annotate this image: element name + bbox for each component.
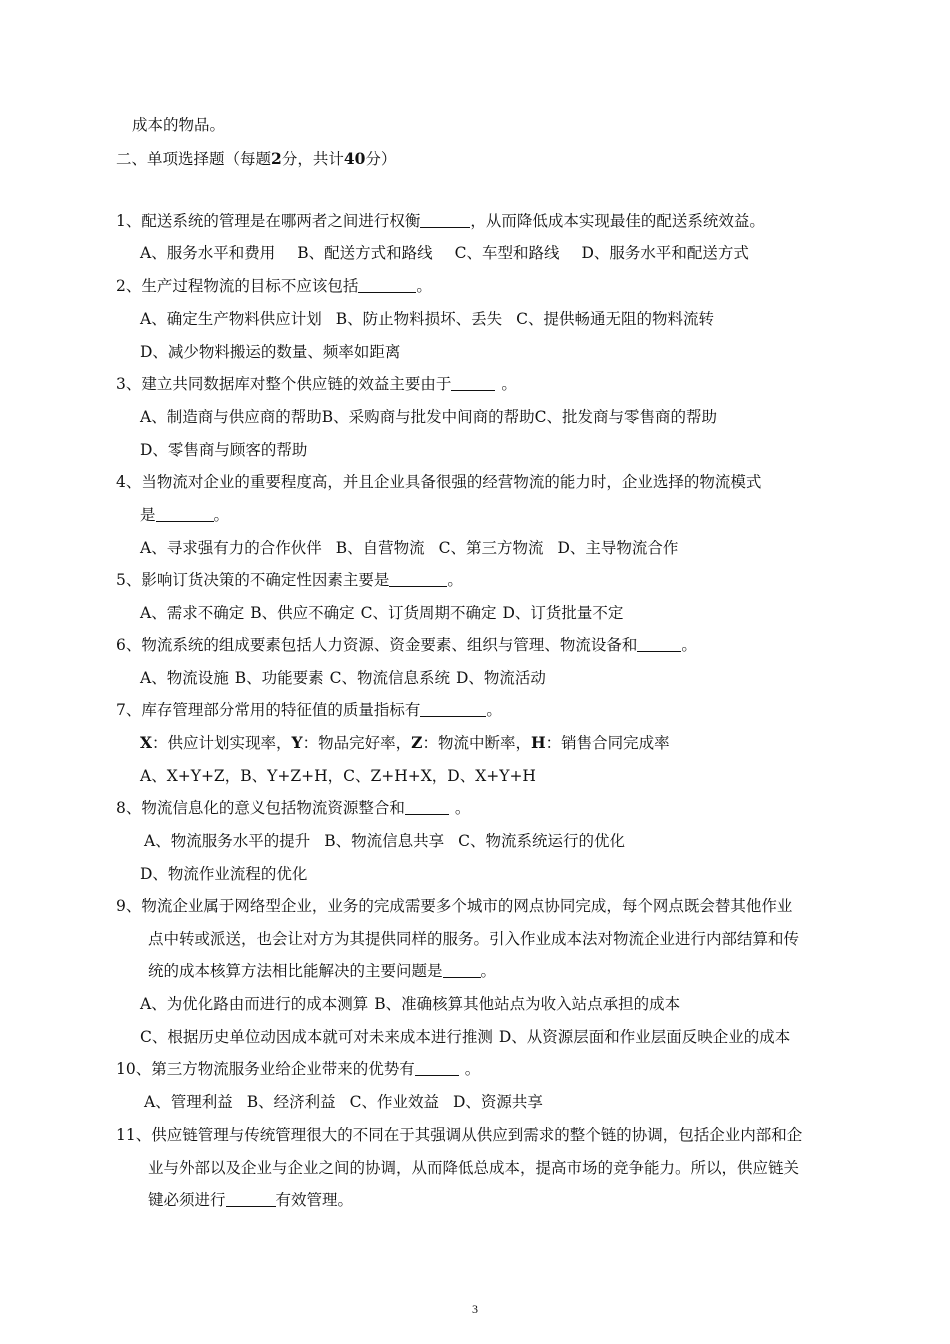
answer-blank[interactable]: [358, 277, 416, 293]
question-7-keys: X：供应计划实现率，Y：物品完好率，Z：物流中断率，H：销售合同完成率: [140, 733, 670, 752]
question-5-options: A、需求不确定 B、供应不确定 C、订货周期不确定 D、订货批量不定: [140, 604, 624, 622]
section-heading: 二、单项选择题（每题2分，共计40分）: [116, 149, 397, 168]
page-number: 3: [472, 1302, 478, 1316]
question-2-options-cont: D、减少物料搬运的数量、频率如距离: [140, 343, 401, 361]
question-1-options: A、服务水平和费用 B、配送方式和路线 C、车型和路线 D、服务水平和配送方式: [140, 244, 749, 262]
question-1-stem: 1、配送系统的管理是在哪两者之间进行权衡 ，从而降低成本实现最佳的配送系统效益。: [116, 212, 765, 230]
answer-blank[interactable]: [420, 212, 470, 228]
question-11-stem: 11、供应链管理与传统管理很大的不同在于其强调从供应到需求的整个链的协调，包括企业内部和企: [116, 1126, 803, 1144]
question-6-stem: 6、物流系统的组成要素包括人力资源、资金要素、组织与管理、物流设备和 。: [116, 636, 697, 654]
question-8-options: A、物流服务水平的提升 B、物流信息共享 C、物流系统运行的优化: [144, 832, 625, 850]
question-3-stem: 3、建立共同数据库对整个供应链的效益主要由于 。: [116, 375, 517, 393]
question-9-stem-cont-1: 点中转或派送，也会让对方为其提供同样的服务。引入作业成本法对物流企业进行内部结算和传: [148, 930, 800, 948]
question-10-stem: 10、第三方物流服务业给企业带来的优势有 。: [116, 1060, 481, 1078]
question-8-stem: 8、物流信息化的意义包括物流资源整合和 。: [116, 799, 471, 817]
question-3-options-cont: D、零售商与顾客的帮助: [140, 441, 308, 459]
question-9-options-cont: C、根据历史单位动因成本就可对未来成本进行推测 D、从资源层面和作业层面反映企业的成本: [140, 1028, 791, 1046]
continuation-line: 成本的物品。: [132, 116, 226, 134]
question-7-stem: 7、库存管理部分常用的特征值的质量指标有 。: [116, 701, 502, 719]
answer-blank[interactable]: [443, 962, 481, 978]
answer-blank[interactable]: [451, 375, 495, 391]
question-3-options: A、制造商与供应商的帮助B、采购商与批发中间商的帮助C、批发商与零售商的帮助: [140, 408, 717, 426]
question-4-options: A、寻求强有力的合作伙伴 B、自营物流 C、第三方物流 D、主导物流合作: [140, 539, 679, 557]
question-6-options: A、物流设施 B、功能要素 C、物流信息系统 D、物流活动: [140, 669, 546, 687]
answer-blank[interactable]: [226, 1191, 276, 1207]
question-9-stem-cont-2: 统的成本核算方法相比能解决的主要问题是 。: [148, 962, 497, 980]
question-11-stem-cont-2: 键必须进行 有效管理。: [148, 1191, 354, 1209]
answer-blank[interactable]: [156, 506, 214, 522]
question-4-stem-cont: 是 。: [140, 506, 230, 524]
question-10-options: A、管理利益 B、经济利益 C、作业效益 D、资源共享: [144, 1093, 543, 1111]
question-9-stem: 9、物流企业属于网络型企业，业务的完成需要多个城市的网点协同完成，每个网点既会替其他作业: [116, 897, 793, 915]
answer-blank[interactable]: [389, 571, 447, 587]
answer-blank[interactable]: [420, 701, 486, 717]
question-2-stem: 2、生产过程物流的目标不应该包括 。: [116, 277, 432, 295]
question-8-options-cont: D、物流作业流程的优化: [140, 865, 308, 883]
question-9-options: A、为优化路由而进行的成本测算 B、准确核算其他站点为收入站点承担的成本: [140, 995, 681, 1013]
question-2-options: A、确定生产物料供应计划 B、防止物料损坏、丢失 C、提供畅通无阻的物料流转: [140, 310, 714, 328]
answer-blank[interactable]: [405, 799, 449, 815]
question-4-stem: 4、当物流对企业的重要程度高，并且企业具备很强的经营物流的能力时，企业选择的物流模式: [116, 473, 762, 491]
answer-blank[interactable]: [637, 636, 681, 652]
question-5-stem: 5、影响订货决策的不确定性因素主要是 。: [116, 571, 463, 589]
answer-blank[interactable]: [415, 1060, 459, 1076]
question-11-stem-cont-1: 业与外部以及企业与企业之间的协调，从而降低总成本，提高市场的竞争能力。所以，供应链关: [148, 1159, 800, 1177]
question-7-options: A、X+Y+Z，B、Y+Z+H，C、Z+H+X，D、X+Y+H: [140, 767, 536, 785]
